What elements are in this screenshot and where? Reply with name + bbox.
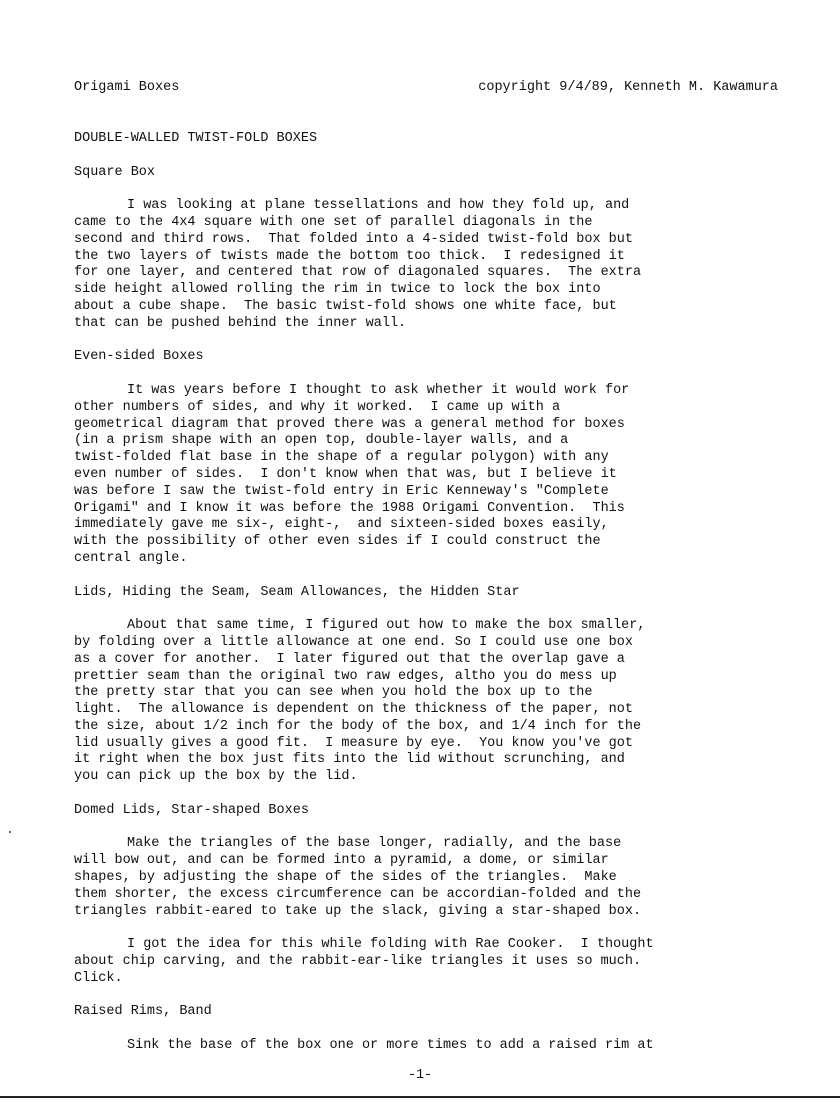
document-body: [74, 131, 784, 1055]
text-line: other numbers of sides, and why it worked. I came up with a: [74, 399, 561, 415]
text-line: for one layer, and centered that row of diagonaled squares. The extra: [74, 265, 642, 281]
paragraph-domed-1: [74, 836, 784, 920]
text-line: It was years before I thought to ask whether it would work for: [127, 382, 630, 398]
text-line: about chip carving, and the rabbit-ear-like triangles it uses so much.: [74, 954, 642, 970]
text-line: triangles rabbit-eared to take up the slack, giving a star-shaped box.: [74, 903, 642, 919]
text-line: even number of sides. I don't know when that was, but I believe it: [74, 466, 617, 482]
text-line: (in a prism shape with an open top, double-layer walls, and a: [74, 433, 569, 449]
text-line: Click.: [74, 970, 123, 986]
text-line: I got the idea for this while folding with Rae Cooker. I thought: [127, 937, 654, 953]
text-line: Make the triangles of the base longer, radially, and the base: [127, 836, 622, 852]
section-heading-domed: Domed Lids, Star-shaped Boxes: [74, 802, 309, 818]
section-heading-lids: Lids, Hiding the Seam, Seam Allowances, the Hidden Star: [74, 584, 520, 600]
text-line: that can be pushed behind the inner wall.: [74, 315, 407, 331]
text-line: shapes, by adjusting the shape of the sides of the triangles. Make: [74, 870, 617, 886]
text-line: you can pick up the box by the lid.: [74, 769, 358, 785]
section-heading-even-sided: Even-sided Boxes: [74, 349, 204, 365]
text-line: second and third rows. That folded into a 4-sided twist-fold box but: [74, 231, 633, 247]
paragraph-even-sided: [74, 383, 784, 568]
header-left: Origami Boxes: [74, 80, 180, 95]
text-line: will bow out, and can be formed into a pyramid, a dome, or similar: [74, 853, 609, 869]
text-line: lid usually gives a good fit. I measure by eye. You know you've got: [74, 735, 633, 751]
document-title: DOUBLE-WALLED TWIST-FOLD BOXES: [74, 131, 318, 146]
text-line: the pretty star that you can see when you hold the box up to the: [74, 685, 593, 701]
text-line: light. The allowance is dependent on the thickness of the paper, not: [74, 702, 633, 718]
text-line: I was looking at plane tessellations and how they fold up, and: [127, 198, 630, 214]
text-line: prettier seam than the original two raw edges, altho you do mess up: [74, 668, 617, 684]
text-line: About that same time, I figured out how to make the box smaller,: [127, 618, 646, 634]
text-line: it right when the box just fits into the lid without scrunching, and: [74, 752, 625, 768]
paragraph-domed-2: [74, 937, 784, 987]
text-line: as a cover for another. I later figured out that the overlap gave a: [74, 651, 625, 667]
text-line: with the possibility of other even sides if I could construct the: [74, 534, 601, 550]
text-line: twist-folded flat base in the shape of a regular polygon) with any: [74, 450, 609, 466]
bottom-rule: [0, 1096, 840, 1098]
paragraph-raised: [74, 1038, 784, 1055]
text-line: them shorter, the excess circumference can be accordian-folded and the: [74, 886, 642, 902]
text-line: central angle.: [74, 550, 188, 566]
text-line: side height allowed rolling the rim in twice to lock the box into: [74, 282, 601, 298]
scan-speck: [9, 831, 11, 833]
text-line: the two layers of twists made the bottom too thick. I redesigned it: [74, 248, 625, 264]
text-line: Sink the base of the box one or more times to add a raised rim at: [127, 1038, 654, 1054]
page-number: -1-: [407, 1068, 433, 1083]
text-line: immediately gave me six-, eight-, and sixteen-sided boxes easily,: [74, 517, 609, 533]
text-line: was before I saw the twist-fold entry in Eric Kenneway's "Complete: [74, 483, 609, 499]
text-line: came to the 4x4 square with one set of parallel diagonals in the: [74, 214, 593, 230]
header-right: copyright 9/4/89, Kenneth M. Kawamura: [478, 80, 778, 95]
text-line: Origami" and I know it was before the 1988 Origami Convention. This: [74, 500, 625, 516]
text-line: the size, about 1/2 inch for the body of the box, and 1/4 inch for the: [74, 718, 642, 734]
section-heading-square-box: Square Box: [74, 164, 156, 180]
section-heading-raised: Raised Rims, Band: [74, 1004, 212, 1020]
paragraph-lids: [74, 618, 784, 786]
paragraph-square-box: [74, 198, 784, 332]
text-line: by folding over a little allowance at one end. So I could use one box: [74, 634, 633, 650]
text-line: geometrical diagram that proved there was a general method for boxes: [74, 416, 625, 432]
text-line: about a cube shape. The basic twist-fold shows one white face, but: [74, 298, 617, 314]
